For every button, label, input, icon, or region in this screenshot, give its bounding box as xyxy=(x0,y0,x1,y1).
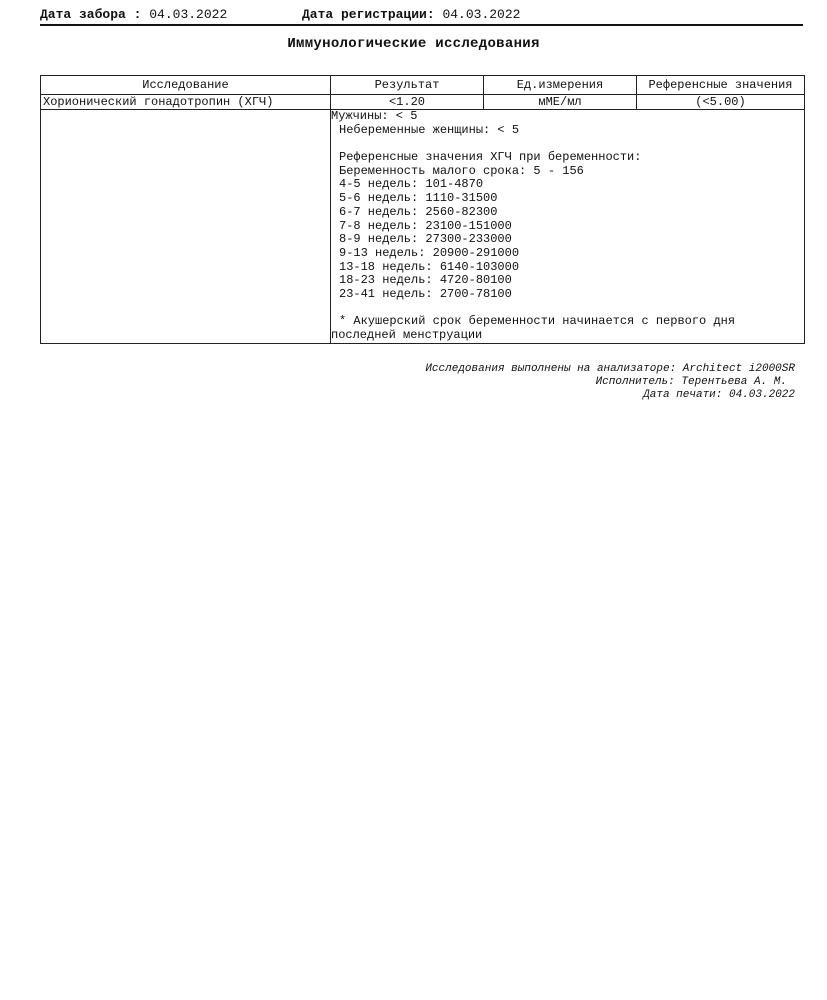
registration-date xyxy=(302,6,520,24)
test-reference: (<5.00) xyxy=(637,95,805,110)
test-unit: мМЕ/мл xyxy=(484,95,637,110)
column-header-reference: Референсные значения xyxy=(637,76,805,95)
note-line: Референсные значения ХГЧ при беременности: xyxy=(339,150,642,165)
note-line: 8-9 недель: 27300-233000 xyxy=(339,232,512,247)
note-line xyxy=(331,137,804,151)
table-row xyxy=(41,95,805,110)
registration-date-value: 04.03.2022 xyxy=(442,7,521,22)
note-line: 13-18 недель: 6140-103000 xyxy=(339,259,520,274)
note-line: * Акушерский срок беременности начинается с первого дня xyxy=(339,314,736,329)
column-header-unit: Ед.измерения xyxy=(484,76,637,95)
registration-date-label: Дата регистрации: xyxy=(302,7,435,22)
report-footer xyxy=(425,363,795,402)
column-header-test: Исследование xyxy=(41,76,331,95)
note-line: 7-8 недель: 23100-151000 xyxy=(339,218,512,233)
section-title: Иммунологические исследования xyxy=(287,36,540,52)
note-line: Беременность малого срока: 5 - 156 xyxy=(339,163,584,178)
note-line: 9-13 недель: 20900-291000 xyxy=(339,245,520,260)
table-header-row xyxy=(41,76,805,95)
note-line: 5-6 недель: 1110-31500 xyxy=(339,191,498,206)
collection-date-label: Дата забора : xyxy=(40,7,142,22)
collection-date-value: 04.03.2022 xyxy=(149,7,228,22)
note-line: Мужчины: < 5 xyxy=(331,109,418,123)
note-line xyxy=(331,302,804,316)
notes-empty-cell xyxy=(41,110,331,344)
print-date: Дата печати: 04.03.2022 xyxy=(643,389,795,401)
report-header xyxy=(40,6,803,26)
notes-row xyxy=(41,110,805,344)
test-name: Хорионический гонадотропин (ХГЧ) xyxy=(41,95,331,110)
collection-date xyxy=(40,6,227,24)
note-line: Небеременные женщины: < 5 xyxy=(339,122,520,137)
column-header-result: Результат xyxy=(331,76,484,95)
note-line: 6-7 недель: 2560-82300 xyxy=(339,204,498,219)
analyzer-info: Исследования выполнены на анализаторе: Architect i2000SR xyxy=(425,363,795,375)
results-table xyxy=(40,75,805,344)
note-line: 4-5 недель: 101-4870 xyxy=(339,177,484,192)
note-line: 18-23 недель: 4720-80100 xyxy=(339,273,512,288)
note-line: последней менструации xyxy=(331,328,483,342)
performer-info: Исполнитель: Терентьева А. М. xyxy=(595,376,787,388)
note-line: 23-41 недель: 2700-78100 xyxy=(339,286,512,301)
reference-notes xyxy=(331,110,805,344)
test-result: <1.20 xyxy=(331,95,484,110)
